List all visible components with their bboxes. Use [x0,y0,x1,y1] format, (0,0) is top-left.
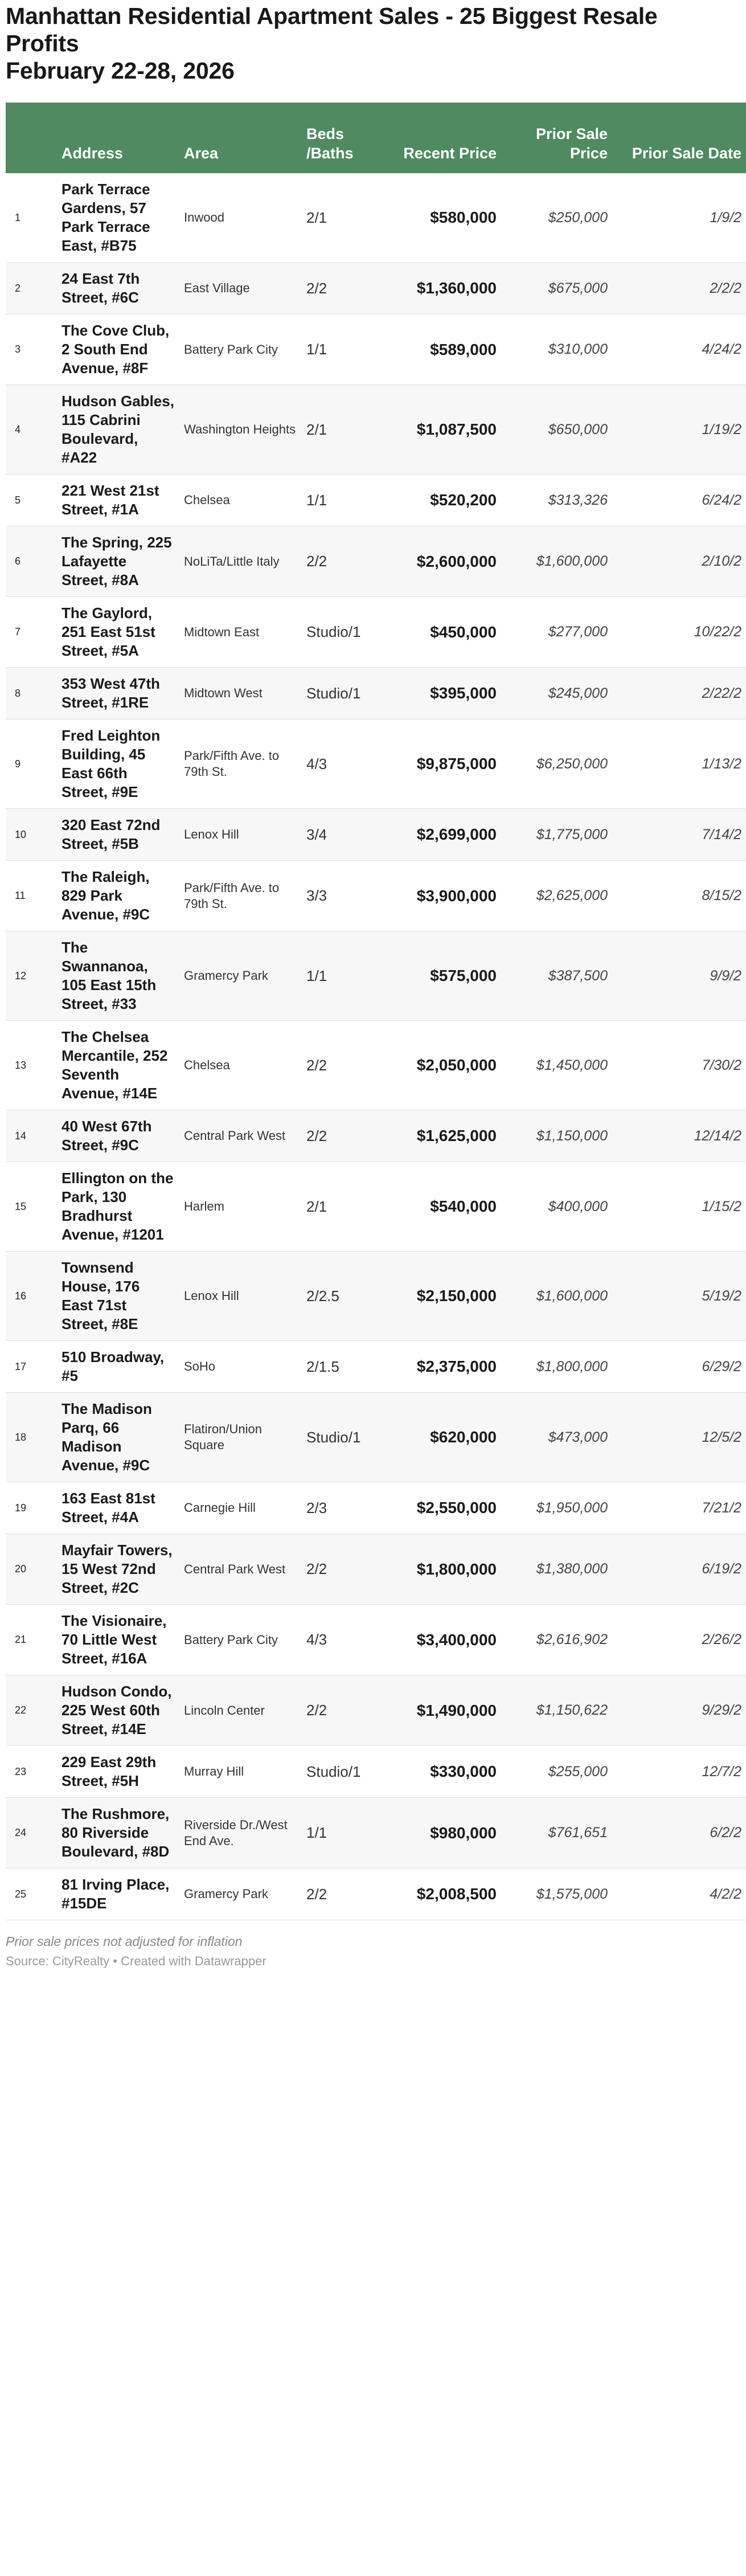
table-row [6,526,746,597]
cell-prior-sale-price: $1,950,000 [501,1482,612,1534]
cell-prior-sale-date: 2/26/2 [612,1605,746,1675]
cell-beds-baths: 2/2.5 [302,1252,390,1341]
cell-beds-baths: 2/1 [302,173,390,263]
cell-rank: 11 [6,861,57,931]
chart-title [6,0,689,84]
cell-recent-price: $520,200 [390,475,501,526]
cell-recent-price: $2,600,000 [390,526,501,597]
cell-area: Gramercy Park [179,931,302,1021]
cell-prior-sale-date: 7/21/2 [612,1482,746,1534]
cell-prior-sale-price: $245,000 [501,668,612,719]
cell-beds-baths: 2/2 [302,1675,390,1746]
cell-address: Ellington on the Park, 130 Bradhurst Avenue, #1201 [57,1162,179,1252]
table-row [6,385,746,475]
cell-beds-baths: 2/2 [302,1110,390,1162]
cell-prior-sale-price: $310,000 [501,314,612,385]
header-prior-sale-date[interactable]: Prior Sale Date [632,145,741,162]
cell-rank: 18 [6,1393,57,1482]
cell-beds-baths: 2/2 [302,1868,390,1920]
cell-beds-baths: 2/3 [302,1482,390,1534]
cell-recent-price: $3,400,000 [390,1605,501,1675]
cell-address: The Rushmore, 80 Riverside Boulevard, #8D [57,1798,179,1868]
cell-area: Park/Fifth Ave. to 79th St. [179,719,302,809]
cell-address: 24 East 7th Street, #6C [57,263,179,314]
cell-beds-baths: 2/1 [302,385,390,475]
cell-prior-sale-price: $313,326 [501,475,612,526]
cell-area: NoLiTa/Little Italy [179,526,302,597]
cell-area: Lincoln Center [179,1675,302,1746]
table-row [6,1341,746,1393]
cell-area: Flatiron/Union Square [179,1393,302,1482]
cell-rank: 22 [6,1675,57,1746]
cell-prior-sale-price: $277,000 [501,597,612,668]
cell-beds-baths: 2/1.5 [302,1341,390,1393]
cell-address: Park Terrace Gardens, 57 Park Terrace East, #B75 [57,173,179,263]
cell-area: Chelsea [179,1021,302,1110]
cell-beds-baths: 4/3 [302,719,390,809]
cell-recent-price: $540,000 [390,1162,501,1252]
cell-address: 81 Irving Place, #15DE [57,1868,179,1920]
cell-recent-price: $2,375,000 [390,1341,501,1393]
cell-prior-sale-price: $400,000 [501,1162,612,1252]
cell-beds-baths: 1/1 [302,475,390,526]
cell-recent-price: $2,050,000 [390,1021,501,1110]
cell-recent-price: $589,000 [390,314,501,385]
cell-beds-baths: Studio/1 [302,1393,390,1482]
cell-prior-sale-price: $250,000 [501,173,612,263]
cell-rank: 13 [6,1021,57,1110]
table-row [6,1021,746,1110]
cell-beds-baths: 3/4 [302,809,390,861]
cell-recent-price: $620,000 [390,1393,501,1482]
cell-rank: 6 [6,526,57,597]
cell-area: Gramercy Park [179,1868,302,1920]
cell-area: Battery Park City [179,1605,302,1675]
title-line-1: Manhattan Residential Apartment Sales - 25 Biggest Resale [6,3,658,29]
cell-recent-price: $330,000 [390,1746,501,1798]
cell-rank: 4 [6,385,57,475]
cell-prior-sale-price: $473,000 [501,1393,612,1482]
cell-beds-baths: 1/1 [302,314,390,385]
cell-recent-price: $1,490,000 [390,1675,501,1746]
cell-beds-baths: 2/2 [302,526,390,597]
cell-prior-sale-price: $2,616,902 [501,1605,612,1675]
cell-address: Fred Leighton Building, 45 East 66th Street, #9E [57,719,179,809]
cell-rank: 9 [6,719,57,809]
header-recent-price[interactable]: Recent Price [403,145,497,162]
cell-area: Park/Fifth Ave. to 79th St. [179,861,302,931]
cell-address: The Cove Club, 2 South End Avenue, #8F [57,314,179,385]
source-credit: Source: CityRealty • Created with Datawrapper [6,1954,267,1968]
footnote: Prior sale prices not adjusted for inflation [6,1934,243,1949]
cell-prior-sale-price: $1,150,000 [501,1110,612,1162]
cell-recent-price: $575,000 [390,931,501,1021]
cell-address: 353 West 47th Street, #1RE [57,668,179,719]
cell-recent-price: $395,000 [390,668,501,719]
cell-address: The Raleigh, 829 Park Avenue, #9C [57,861,179,931]
cell-recent-price: $980,000 [390,1798,501,1868]
cell-prior-sale-date: 1/13/2 [612,719,746,809]
table-row [6,668,746,719]
table-row [6,1605,746,1675]
cell-area: East Village [179,263,302,314]
header-address[interactable]: Address [62,145,124,162]
cell-rank: 20 [6,1534,57,1605]
cell-recent-price: $1,360,000 [390,263,501,314]
cell-prior-sale-price: $1,150,622 [501,1675,612,1746]
cell-area: Central Park West [179,1534,302,1605]
cell-rank: 25 [6,1868,57,1920]
cell-beds-baths: 2/2 [302,263,390,314]
table-body [6,173,746,1920]
cell-prior-sale-price: $1,775,000 [501,809,612,861]
cell-address: The Visionaire, 70 Little West Street, #16A [57,1605,179,1675]
cell-rank: 19 [6,1482,57,1534]
cell-area: Washington Heights [179,385,302,475]
cell-area: Central Park West [179,1110,302,1162]
cell-rank: 7 [6,597,57,668]
cell-address: The Gaylord, 251 East 51st Street, #5A [57,597,179,668]
cell-prior-sale-price: $1,600,000 [501,526,612,597]
table-row [6,931,746,1021]
cell-recent-price: $3,900,000 [390,861,501,931]
cell-prior-sale-date: 6/2/2 [612,1798,746,1868]
table-row [6,719,746,809]
table-row [6,597,746,668]
table-row [6,1798,746,1868]
table-row [6,1482,746,1534]
cell-rank: 16 [6,1252,57,1341]
table-row [6,1534,746,1605]
table-row [6,475,746,526]
table-header-row [6,103,746,173]
cell-recent-price: $2,550,000 [390,1482,501,1534]
cell-address: The Spring, 225 Lafayette Street, #8A [57,526,179,597]
cell-recent-price: $9,875,000 [390,719,501,809]
cell-address: The Chelsea Mercantile, 252 Seventh Avenue, #14E [57,1021,179,1110]
cell-prior-sale-date: 7/14/2 [612,809,746,861]
cell-beds-baths: 2/1 [302,1162,390,1252]
cell-prior-sale-price: $2,625,000 [501,861,612,931]
cell-address: 229 East 29th Street, #5H [57,1746,179,1798]
cell-rank: 2 [6,263,57,314]
header-beds-baths[interactable]: Beds /Baths [306,125,354,162]
cell-address: Townsend House, 176 East 71st Street, #8E [57,1252,179,1341]
cell-rank: 23 [6,1746,57,1798]
table-row [6,314,746,385]
cell-prior-sale-date: 6/19/2 [612,1534,746,1605]
cell-rank: 10 [6,809,57,861]
cell-prior-sale-date: 6/29/2 [612,1341,746,1393]
cell-rank: 24 [6,1798,57,1868]
cell-area: Chelsea [179,475,302,526]
table-row [6,1746,746,1798]
cell-rank: 3 [6,314,57,385]
cell-recent-price: $1,087,500 [390,385,501,475]
cell-address: Mayfair Towers, 15 West 72nd Street, #2C [57,1534,179,1605]
sales-table [6,103,746,1920]
cell-address: The Swannanoa, 105 East 15th Street, #33 [57,931,179,1021]
cell-beds-baths: 2/2 [302,1534,390,1605]
cell-prior-sale-price: $1,800,000 [501,1341,612,1393]
cell-prior-sale-date: 6/24/2 [612,475,746,526]
cell-rank: 14 [6,1110,57,1162]
cell-prior-sale-date: 2/10/2 [612,526,746,597]
cell-prior-sale-price: $1,600,000 [501,1252,612,1341]
cell-area: SoHo [179,1341,302,1393]
cell-prior-sale-date: 1/9/2 [612,173,746,263]
cell-prior-sale-date: 7/30/2 [612,1021,746,1110]
table-row [6,1162,746,1252]
cell-rank: 21 [6,1605,57,1675]
title-line-3: February 22-28, 2026 [6,58,235,84]
header-rank [6,103,57,173]
cell-area: Lenox Hill [179,1252,302,1341]
cell-prior-sale-date: 1/15/2 [612,1162,746,1252]
table-row [6,263,746,314]
table-container [6,103,741,1920]
cell-address: 510 Broadway, #5 [57,1341,179,1393]
cell-recent-price: $2,008,500 [390,1868,501,1920]
cell-prior-sale-date: 12/14/2 [612,1110,746,1162]
cell-address: Hudson Gables, 115 Cabrini Boulevard, #A22 [57,385,179,475]
cell-area: Harlem [179,1162,302,1252]
cell-prior-sale-date: 5/19/2 [612,1252,746,1341]
cell-prior-sale-price: $650,000 [501,385,612,475]
cell-prior-sale-price: $1,575,000 [501,1868,612,1920]
cell-prior-sale-price: $1,380,000 [501,1534,612,1605]
cell-prior-sale-date: 2/2/2 [612,263,746,314]
cell-beds-baths: 1/1 [302,1798,390,1868]
cell-rank: 15 [6,1162,57,1252]
table-row [6,861,746,931]
cell-prior-sale-date: 12/5/2 [612,1393,746,1482]
table-row [6,1868,746,1920]
cell-address: The Madison Parq, 66 Madison Avenue, #9C [57,1393,179,1482]
cell-prior-sale-date: 1/19/2 [612,385,746,475]
cell-prior-sale-date: 9/9/2 [612,931,746,1021]
cell-area: Riverside Dr./West End Ave. [179,1798,302,1868]
cell-prior-sale-price: $387,500 [501,931,612,1021]
cell-beds-baths: Studio/1 [302,1746,390,1798]
cell-beds-baths: Studio/1 [302,668,390,719]
cell-beds-baths: 1/1 [302,931,390,1021]
cell-prior-sale-date: 4/2/2 [612,1868,746,1920]
cell-area: Carnegie Hill [179,1482,302,1534]
cell-beds-baths: 2/2 [302,1021,390,1110]
cell-recent-price: $580,000 [390,173,501,263]
cell-area: Battery Park City [179,314,302,385]
header-area[interactable]: Area [184,145,219,162]
cell-beds-baths: 4/3 [302,1605,390,1675]
table-row [6,809,746,861]
cell-area: Murray Hill [179,1746,302,1798]
table-row [6,173,746,263]
cell-prior-sale-date: 12/7/2 [612,1746,746,1798]
cell-rank: 17 [6,1341,57,1393]
cell-recent-price: $1,625,000 [390,1110,501,1162]
table-row [6,1393,746,1482]
cell-address: 320 East 72nd Street, #5B [57,809,179,861]
cell-recent-price: $1,800,000 [390,1534,501,1605]
cell-prior-sale-price: $6,250,000 [501,719,612,809]
cell-prior-sale-price: $1,450,000 [501,1021,612,1110]
table-row [6,1675,746,1746]
cell-beds-baths: Studio/1 [302,597,390,668]
cell-area: Midtown West [179,668,302,719]
cell-prior-sale-date: 2/22/2 [612,668,746,719]
cell-prior-sale-price: $761,651 [501,1798,612,1868]
table-row [6,1110,746,1162]
cell-recent-price: $2,699,000 [390,809,501,861]
cell-address: 40 West 67th Street, #9C [57,1110,179,1162]
title-line-2: Profits [6,30,79,56]
cell-prior-sale-date: 10/22/2 [612,597,746,668]
cell-prior-sale-price: $675,000 [501,263,612,314]
header-prior-sale-price[interactable]: Prior Sale Price [535,125,608,162]
cell-address: Hudson Condo, 225 West 60th Street, #14E [57,1675,179,1746]
cell-area: Inwood [179,173,302,263]
cell-prior-sale-date: 4/24/2 [612,314,746,385]
cell-rank: 12 [6,931,57,1021]
cell-beds-baths: 3/3 [302,861,390,931]
cell-rank: 8 [6,668,57,719]
cell-recent-price: $2,150,000 [390,1252,501,1341]
cell-rank: 1 [6,173,57,263]
cell-rank: 5 [6,475,57,526]
cell-recent-price: $450,000 [390,597,501,668]
cell-address: 221 West 21st Street, #1A [57,475,179,526]
cell-area: Lenox Hill [179,809,302,861]
table-row [6,1252,746,1341]
cell-area: Midtown East [179,597,302,668]
cell-prior-sale-date: 9/29/2 [612,1675,746,1746]
cell-address: 163 East 81st Street, #4A [57,1482,179,1534]
cell-prior-sale-price: $255,000 [501,1746,612,1798]
cell-prior-sale-date: 8/15/2 [612,861,746,931]
